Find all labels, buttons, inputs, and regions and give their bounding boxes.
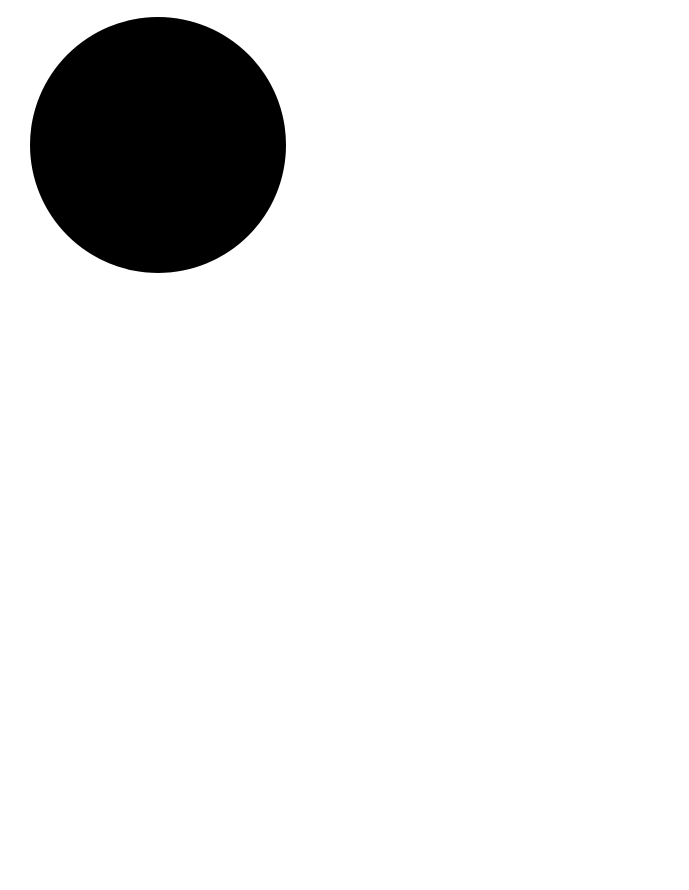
polar-panel-1: [30, 17, 286, 273]
polar-panels: [30, 17, 286, 273]
polar-disk: [30, 17, 286, 273]
